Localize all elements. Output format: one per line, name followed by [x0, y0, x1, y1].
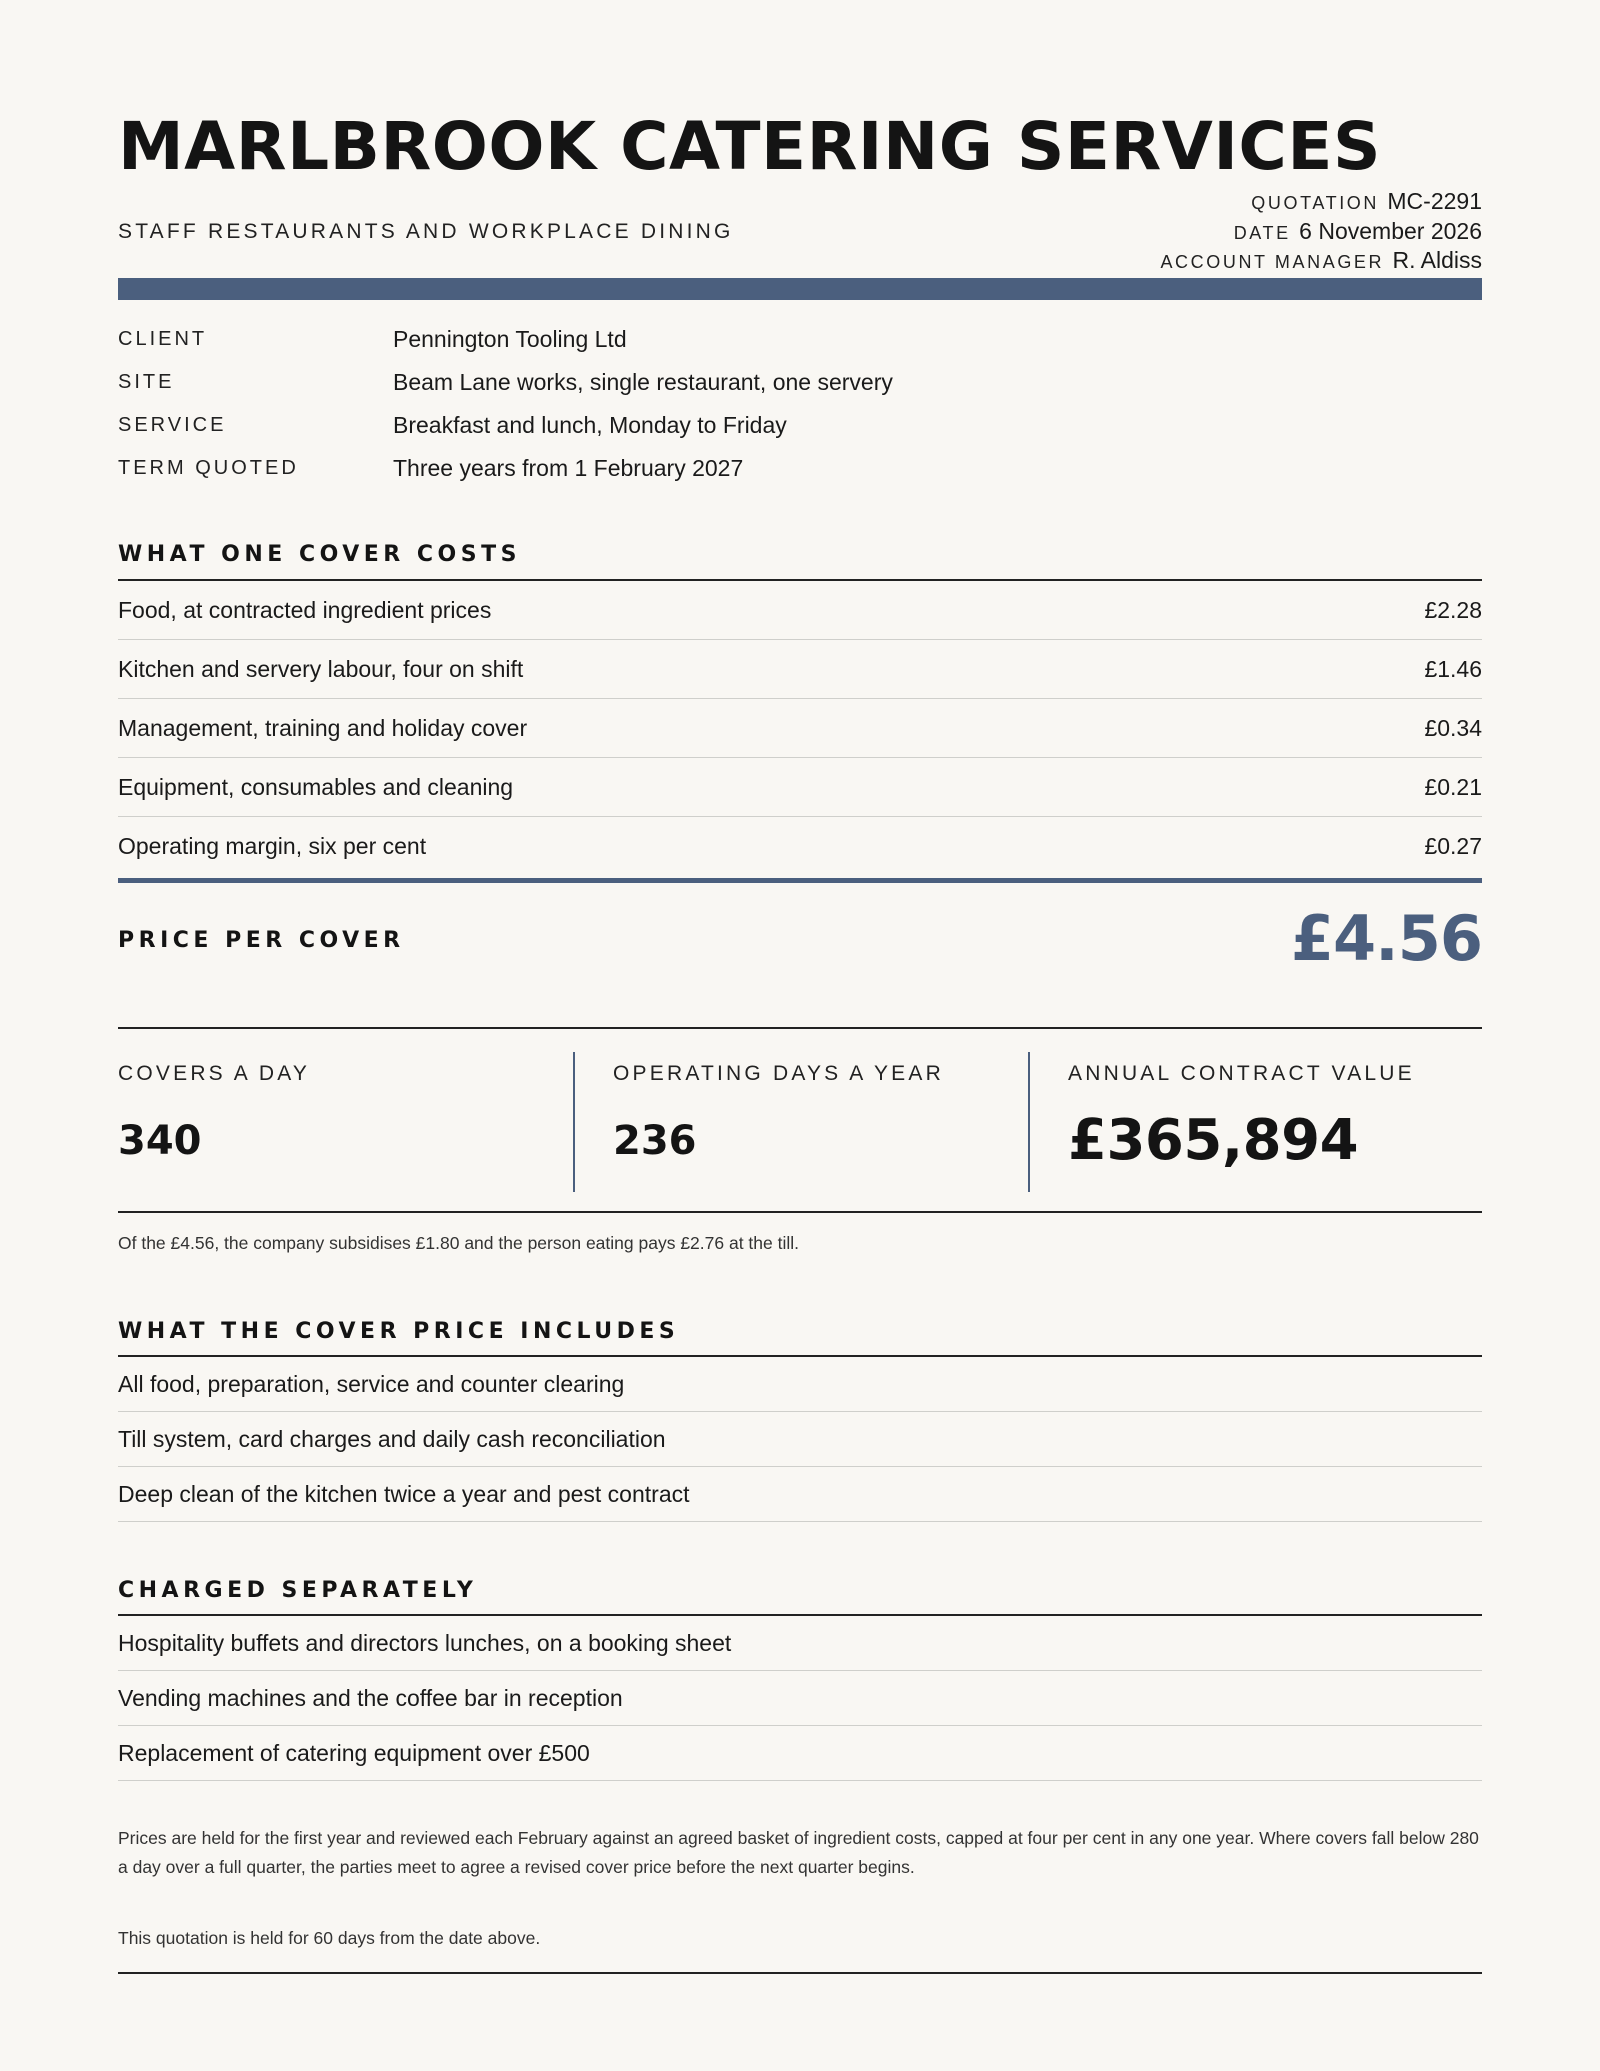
detail-value: Breakfast and lunch, Monday to Friday	[393, 412, 787, 438]
stat-days	[573, 1052, 1028, 1192]
cost-row	[118, 699, 1482, 758]
detail-row	[118, 447, 1482, 490]
validity-note: This quotation is held for 60 days from the date above.	[118, 1928, 541, 1948]
quotation-date: 6 November 2026	[1299, 217, 1482, 244]
detail-value: Pennington Tooling Ltd	[393, 326, 627, 352]
account-manager-label: ACCOUNT MANAGER	[1160, 252, 1385, 272]
cost-amount: £0.34	[1424, 714, 1482, 741]
subsidy-note: Of the £4.56, the company subsidises £1.80 and the person eating pays £2.76 at the till.	[118, 1233, 800, 1253]
detail-label: TERM QUOTED	[118, 457, 299, 479]
cost-row	[118, 640, 1482, 699]
quotation-number-line	[1160, 188, 1482, 218]
includes-section-title: WHAT THE COVER PRICE INCLUDES	[118, 1319, 680, 1344]
list-item: Till system, card charges and daily cash reconciliation	[118, 1412, 1482, 1467]
stat-covers	[118, 1029, 573, 1211]
stat-label: OPERATING DAYS A YEAR	[613, 1062, 944, 1085]
date-label: DATE	[1233, 222, 1291, 243]
contract-stats	[118, 1027, 1482, 1213]
price-per-cover-value: £4.56	[1290, 902, 1482, 975]
cost-item: Food, at contracted ingredient prices	[118, 596, 492, 623]
stat-label: ANNUAL CONTRACT VALUE	[1068, 1062, 1415, 1085]
pricing-terms: Prices are held for the first year and reviewed each February against an agreed basket of ingredient costs, capped at four per cent in any one year. Where covers fall below 280 a day over a full quarter, the parties meet to agree a revised cover price before the next quarter begins.	[118, 1828, 1479, 1877]
quotation-meta	[1160, 188, 1482, 277]
cost-section-title: WHAT ONE COVER COSTS	[118, 542, 521, 567]
footer-divider	[118, 1972, 1482, 1974]
cost-row	[118, 758, 1482, 817]
price-per-cover-label: PRICE PER COVER	[118, 928, 405, 953]
cost-amount: £2.28	[1424, 596, 1482, 623]
list-item: Hospitality buffets and directors lunches, on a booking sheet	[118, 1616, 1482, 1671]
includes-list	[118, 1355, 1482, 1522]
stat-value: 340	[118, 1118, 202, 1164]
stat-annual-value	[1028, 1052, 1482, 1192]
cost-amount: £1.46	[1424, 655, 1482, 682]
company-tagline: STAFF RESTAURANTS AND WORKPLACE DINING	[118, 220, 734, 243]
list-item: Deep clean of the kitchen twice a year and pest contract	[118, 1467, 1482, 1522]
detail-label: SITE	[118, 371, 175, 393]
header-divider	[118, 278, 1482, 300]
cost-amount: £0.27	[1424, 833, 1482, 859]
quotation-number: MC-2291	[1387, 188, 1482, 214]
stat-value: 236	[613, 1118, 697, 1164]
list-item: Replacement of catering equipment over £500	[118, 1726, 1482, 1781]
cost-total-divider	[118, 878, 1482, 883]
separate-section-title: CHARGED SEPARATELY	[118, 1578, 478, 1603]
cost-breakdown-table	[118, 579, 1482, 876]
detail-value: Beam Lane works, single restaurant, one servery	[393, 369, 893, 395]
separate-charges-list	[118, 1614, 1482, 1781]
cost-item: Kitchen and servery labour, four on shift	[118, 655, 524, 682]
cost-item: Operating margin, six per cent	[118, 833, 427, 859]
client-details	[118, 318, 1482, 490]
stat-value: £365,894	[1068, 1108, 1359, 1173]
quotation-date-line	[1160, 218, 1482, 248]
detail-value: Three years from 1 February 2027	[393, 455, 744, 481]
cost-row	[118, 581, 1482, 640]
cost-row	[118, 817, 1482, 876]
account-manager: R. Aldiss	[1392, 247, 1482, 273]
cost-item: Equipment, consumables and cleaning	[118, 773, 514, 800]
detail-label: SERVICE	[118, 414, 227, 436]
detail-row	[118, 404, 1482, 447]
detail-label: CLIENT	[118, 328, 208, 350]
cost-amount: £0.21	[1424, 773, 1482, 800]
quotation-label: QUOTATION	[1251, 193, 1379, 213]
cost-item: Management, training and holiday cover	[118, 714, 528, 741]
detail-row	[118, 361, 1482, 404]
detail-row	[118, 318, 1482, 361]
list-item: All food, preparation, service and counter clearing	[118, 1357, 1482, 1412]
stat-label: COVERS A DAY	[118, 1062, 311, 1085]
company-name: MARLBROOK CATERING SERVICES	[118, 108, 1381, 185]
list-item: Vending machines and the coffee bar in reception	[118, 1671, 1482, 1726]
account-manager-line	[1160, 247, 1482, 277]
